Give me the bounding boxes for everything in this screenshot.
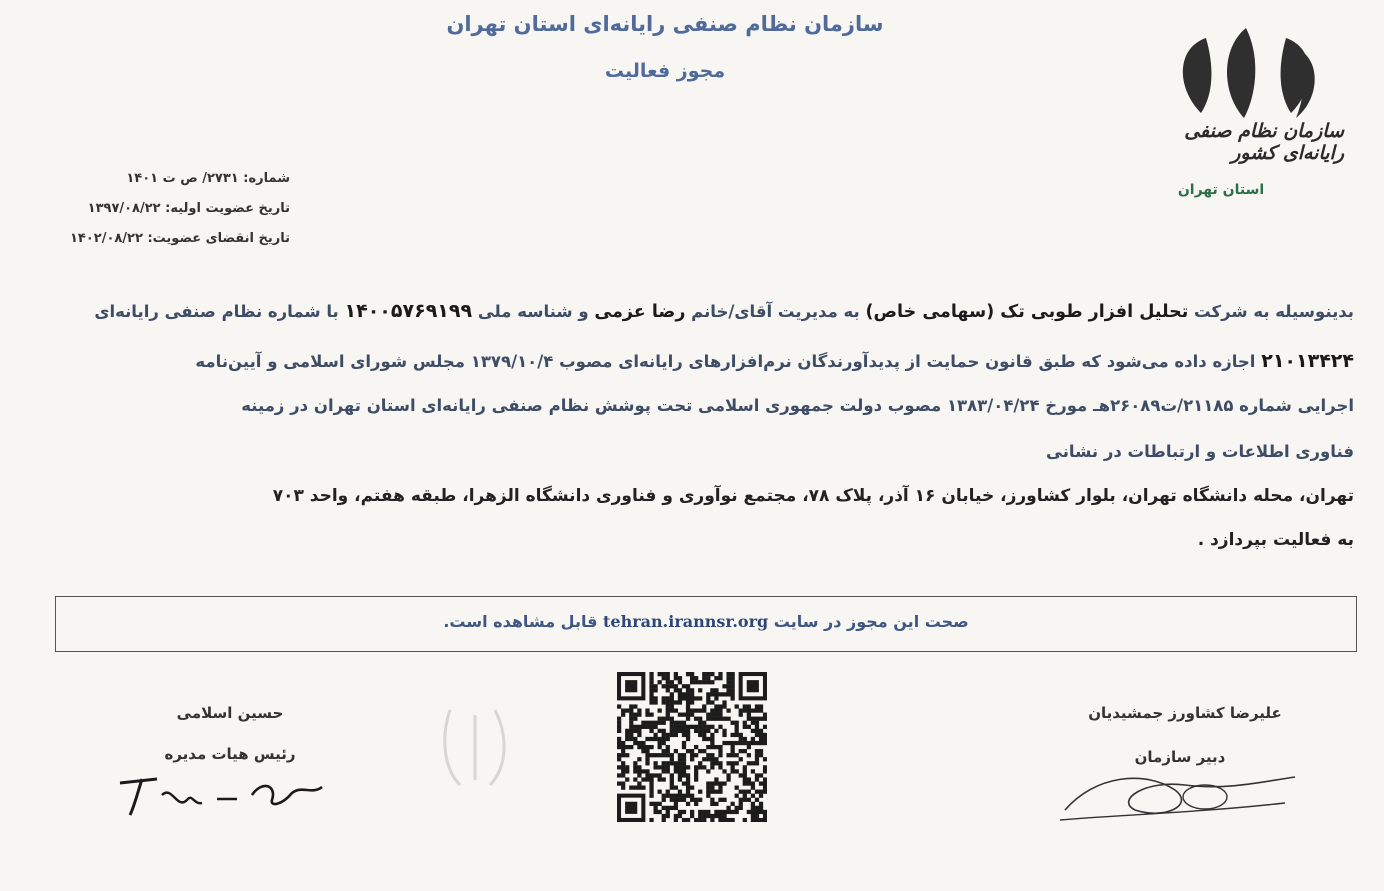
member-number-label: با شماره نظام صنفی رایانه‌ای — [94, 302, 339, 321]
verification-url[interactable]: tehran.irannsr.org — [603, 612, 769, 631]
organization-title: سازمان نظام صنفی رایانه‌ای استان تهران — [446, 12, 884, 36]
manager-name: رضا عزمی — [594, 302, 686, 322]
chairman-signature — [112, 765, 332, 820]
document-title: مجوز فعالیت — [604, 60, 726, 82]
chairman-name: حسین اسلامی — [176, 704, 284, 722]
body-line-2 — [34, 350, 1354, 372]
verification-suffix: قابل مشاهده است. — [443, 612, 598, 631]
logo-province: استان تهران — [1177, 182, 1265, 198]
permission-text: اجازه داده می‌شود که طبق قانون حمایت از پدیدآورندگان نرم‌افزارهای رایانه‌ای مصوب ۱۳۷۹/۱۰/۴ مجلس شورای اسلامی و آیین‌نامه — [195, 352, 1256, 371]
initial-membership-date: تاریخ عضویت اولیه: ۱۳۹۷/۰۸/۲۲ — [87, 201, 290, 216]
logo-org-text: سازمان نظام صنفی رایانه‌ای کشور — [1184, 120, 1344, 164]
body-line-1 — [34, 300, 1354, 322]
national-id: ۱۴۰۰۵۷۶۹۱۹۹ — [344, 300, 473, 322]
verification-text — [55, 612, 1357, 631]
organization-logo — [1146, 18, 1346, 208]
national-id-label: و شناسه ملی — [477, 302, 589, 321]
verification-prefix: صحت این مجوز در سایت — [773, 612, 969, 631]
body-line-3: اجرایی شماره ۲۱۱۸۵/ت۲۶۰۸۹هـ مورخ ۱۳۸۳/۰۴/۲۴ مصوب دولت جمهوری اسلامی تحت پوشش نظام صنفی رایانه‌ای استان تهران در زمینه — [241, 396, 1354, 415]
secretary-title: دبیر سازمان — [1134, 748, 1226, 766]
company-address: تهران، محله دانشگاه تهران، بلوار کشاورز، خیابان ۱۶ آذر، پلاک ۷۸، مجتمع نوآوری و فناوری دانشگاه الزهرا، طبقه هفتم، واحد ۷۰۳ — [272, 486, 1354, 506]
manager-label: به مدیریت آقای/خانم — [691, 302, 860, 321]
member-number: ۲۱۰۱۳۴۲۴ — [1261, 350, 1354, 372]
secretary-name: علیرضا کشاورز جمشیدیان — [1088, 704, 1282, 722]
membership-expiry-date: تاریخ انقضای عضویت: ۱۴۰۲/۰۸/۲۲ — [69, 231, 290, 246]
intro-text: بدینوسیله به شرکت — [1194, 302, 1354, 321]
faint-stamp-mark — [430, 700, 520, 790]
secretary-signature — [1055, 765, 1305, 830]
document-number: شماره: ۲۷۳۱/ ص ت ۱۴۰۱ — [126, 171, 290, 186]
company-name: تحلیل افزار طوبی تک (سهامی خاص) — [865, 302, 1189, 322]
qr-code[interactable] — [617, 672, 767, 822]
closing-text: به فعالیت بپردازد . — [1197, 530, 1354, 550]
chairman-title: رئیس هیات مدیره — [164, 745, 296, 763]
body-line-4: فناوری اطلاعات و ارتباطات در نشانی — [1046, 442, 1354, 461]
